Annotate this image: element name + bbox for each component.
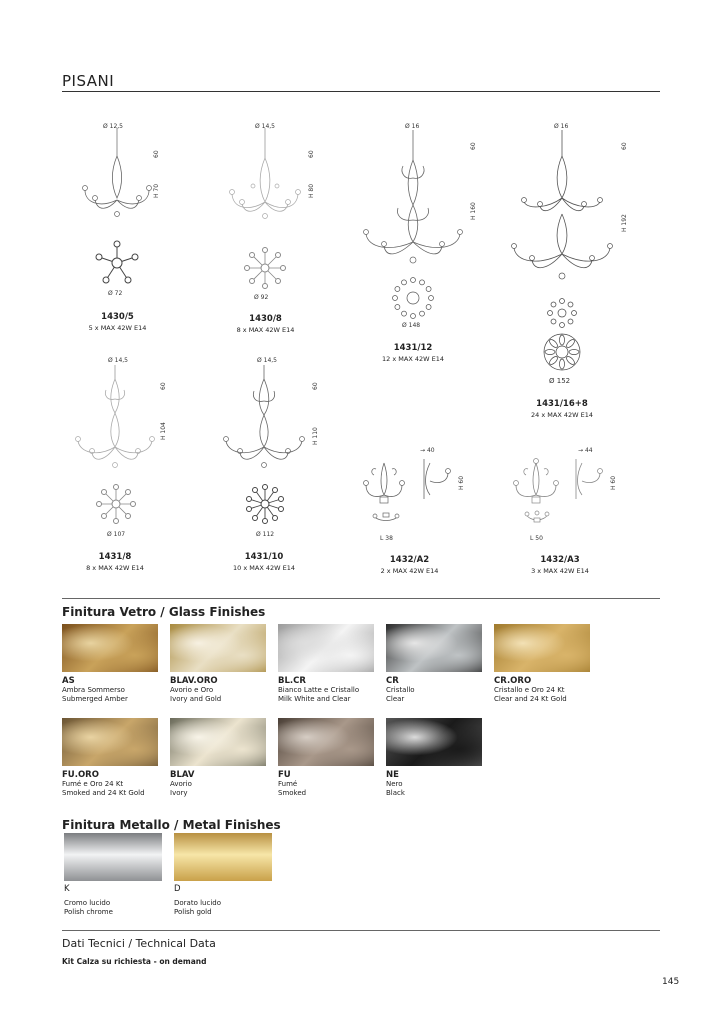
model-code: 1431/12	[393, 343, 433, 353]
dim-chain: 60	[153, 150, 160, 158]
depth-value: 44	[584, 447, 593, 454]
finish-name-it: Nero	[386, 780, 403, 788]
dim-height: H 60	[610, 475, 617, 490]
model-code: 1430/5	[101, 312, 134, 322]
chandelier-plan-1430-8	[243, 246, 287, 290]
dim-chain: 60	[470, 142, 477, 150]
model-code: 1432/A3	[540, 555, 580, 565]
dim-diameter-top: Ø 16	[405, 123, 420, 130]
finish-code: K	[64, 884, 70, 894]
finish-code: BLAV	[170, 770, 195, 780]
glass-finish-4	[494, 624, 590, 704]
metal-finishes-title: Finitura Metallo / Metal Finishes	[62, 818, 281, 832]
glass-finish-7	[278, 718, 374, 798]
sconce-plan-1432-a2	[372, 512, 400, 524]
dim-diameter-top: Ø 16	[554, 123, 569, 130]
chandelier-drawing-1431-16-8	[508, 130, 616, 290]
chandelier-drawing-1430-5	[70, 128, 165, 228]
finish-name-en: Milk White and Clear	[278, 695, 351, 703]
metal-finish-0	[64, 833, 162, 917]
finish-code: BL.CR	[278, 676, 306, 686]
dim-chain: 60	[308, 150, 315, 158]
dim-height: H 60	[458, 475, 465, 490]
model-code: 1431/10	[244, 552, 284, 562]
finish-code: FU.ORO	[62, 770, 99, 780]
page-title: PISANI	[62, 72, 115, 90]
finish-name-en: Polish gold	[174, 908, 212, 916]
chandelier-plan-1430-5	[92, 240, 142, 286]
title-rule	[62, 91, 660, 92]
finish-name-en: Ivory and Gold	[170, 695, 222, 703]
finish-name-it: Ambra Sommerso	[62, 686, 125, 694]
technical-data-title: Dati Tecnici / Technical Data	[62, 937, 216, 950]
model-spec: 8 x MAX 42W E14	[236, 326, 295, 334]
model-1431-8	[70, 550, 160, 572]
glass-finish-photo	[386, 624, 482, 672]
model-1431-10	[218, 550, 310, 572]
model-spec: 2 x MAX 42W E14	[380, 567, 439, 575]
finish-name-en: Smoked and 24 Kt Gold	[62, 789, 145, 797]
glass-finish-0	[62, 624, 158, 704]
model-spec: 5 x MAX 42W E14	[88, 324, 147, 332]
glass-finish-photo	[494, 624, 590, 672]
model-1431-12	[360, 341, 466, 363]
chandelier-plan-upper-1431-16-8	[547, 298, 577, 328]
sconce-plan-1432-a3	[524, 510, 550, 524]
dim-diameter-top: Ø 12,5	[103, 123, 123, 130]
dim-diameter-top: Ø 14,5	[108, 357, 128, 364]
kit-note: Kit Calza su richiesta - on demand	[62, 957, 207, 966]
finish-name-en: Submerged Amber	[62, 695, 128, 703]
glass-finish-5	[62, 718, 158, 798]
model-spec: 24 x MAX 42W E14	[531, 411, 593, 419]
finish-code: NE	[386, 770, 399, 780]
chandelier-plan-1431-10	[245, 484, 285, 524]
model-spec: 3 x MAX 42W E14	[531, 567, 589, 575]
metal-finish-swatch	[64, 833, 162, 881]
model-1432-a2	[362, 553, 457, 575]
model-code: 1431/16+8	[536, 399, 588, 409]
model-spec: 8 x MAX 42W E14	[86, 564, 144, 572]
finish-name-en: Clear and 24 Kt Gold	[494, 695, 567, 703]
glass-finish-photo	[386, 718, 482, 766]
finish-code: BLAV.ORO	[170, 676, 218, 686]
glass-finish-1	[170, 624, 266, 704]
dim-height: H 104	[160, 422, 167, 440]
chandelier-plan-1431-8	[96, 484, 136, 524]
finish-name-en: Ivory	[170, 789, 188, 797]
dim-chain: 60	[312, 382, 319, 390]
dim-diameter-bottom: Ø 107	[107, 531, 126, 538]
dim-diameter-bottom: Ø 152	[549, 377, 571, 385]
dim-height: H 160	[470, 202, 477, 220]
finish-code: CR.ORO	[494, 676, 532, 686]
finish-name-en: Smoked	[278, 789, 307, 797]
glass-finish-photo	[62, 718, 158, 766]
model-code: 1430/8	[249, 314, 282, 324]
section-rule	[62, 930, 660, 931]
metal-finish-1	[174, 833, 272, 917]
finish-code: D	[174, 884, 181, 894]
chandelier-drawing-1430-8	[218, 128, 313, 228]
model-spec: 12 x MAX 42W E14	[382, 355, 444, 363]
dim-chain: 60	[160, 382, 167, 390]
depth-value: 40	[426, 447, 435, 454]
chandelier-drawing-1431-12	[360, 130, 466, 270]
dim-width: L 50	[530, 535, 543, 542]
glass-finish-3	[386, 624, 482, 704]
model-1430-5	[70, 310, 165, 332]
glass-finish-6	[170, 718, 266, 798]
finish-name-it: Avorio	[170, 780, 192, 788]
glass-finish-photo	[170, 624, 266, 672]
metal-finish-swatch	[174, 833, 272, 881]
finish-name-it: Cristallo e Oro 24 Kt	[494, 686, 565, 694]
finish-name-it: Dorato lucido	[174, 899, 221, 907]
glass-finish-photo	[170, 718, 266, 766]
dim-height: H 110	[312, 427, 319, 445]
finish-name-it: Cristallo	[386, 686, 415, 694]
dim-height: H 192	[621, 214, 628, 232]
finish-code: FU	[278, 770, 291, 780]
dim-width: L 38	[380, 535, 393, 542]
finish-name-en: Polish chrome	[64, 908, 113, 916]
dim-chain: 60	[621, 142, 628, 150]
glass-finish-2	[278, 624, 374, 704]
finish-name-it: Fumé	[278, 780, 298, 788]
dim-diameter-bottom: Ø 72	[108, 290, 123, 297]
finish-name-en: Clear	[386, 695, 405, 703]
finish-name-it: Bianco Latte e Cristallo	[278, 686, 360, 694]
model-1431-16-8	[508, 397, 616, 419]
chandelier-plan-1431-12	[392, 277, 434, 319]
dim-diameter-bottom: Ø 112	[256, 531, 275, 538]
page-number: 145	[662, 977, 680, 987]
model-code: 1431/8	[98, 552, 132, 562]
dim-depth: → 40	[420, 447, 435, 454]
dim-diameter-top: Ø 14,5	[255, 123, 275, 130]
dim-diameter-bottom: Ø 92	[254, 294, 269, 301]
finish-code: AS	[62, 676, 75, 686]
model-spec: 10 x MAX 42W E14	[233, 564, 295, 572]
dim-height: H 80	[308, 183, 315, 198]
finish-name-it: Cromo lucido	[64, 899, 111, 907]
finish-code: CR	[386, 676, 399, 686]
glass-finish-photo	[278, 624, 374, 672]
glass-finish-8	[386, 718, 482, 798]
finish-name-it: Fumé e Oro 24 Kt	[62, 780, 124, 788]
model-1432-a3	[512, 553, 608, 575]
chandelier-drawing-1431-8	[70, 365, 160, 475]
model-code: 1432/A2	[389, 555, 430, 565]
finish-name-it: Avorio e Oro	[170, 686, 214, 694]
dim-height: H 70	[153, 183, 160, 198]
dim-diameter-bottom: Ø 148	[402, 322, 421, 329]
chandelier-drawing-1431-10	[218, 365, 310, 475]
chandelier-plan-lower-1431-16-8	[542, 332, 582, 372]
glass-finish-photo	[62, 624, 158, 672]
glass-finishes-title: Finitura Vetro / Glass Finishes	[62, 605, 266, 619]
glass-finish-photo	[278, 718, 374, 766]
dim-diameter-top: Ø 14,5	[257, 357, 277, 364]
finish-name-en: Black	[386, 789, 405, 797]
dim-depth: → 44	[578, 447, 593, 454]
model-1430-8	[218, 312, 313, 334]
section-rule	[62, 598, 660, 599]
